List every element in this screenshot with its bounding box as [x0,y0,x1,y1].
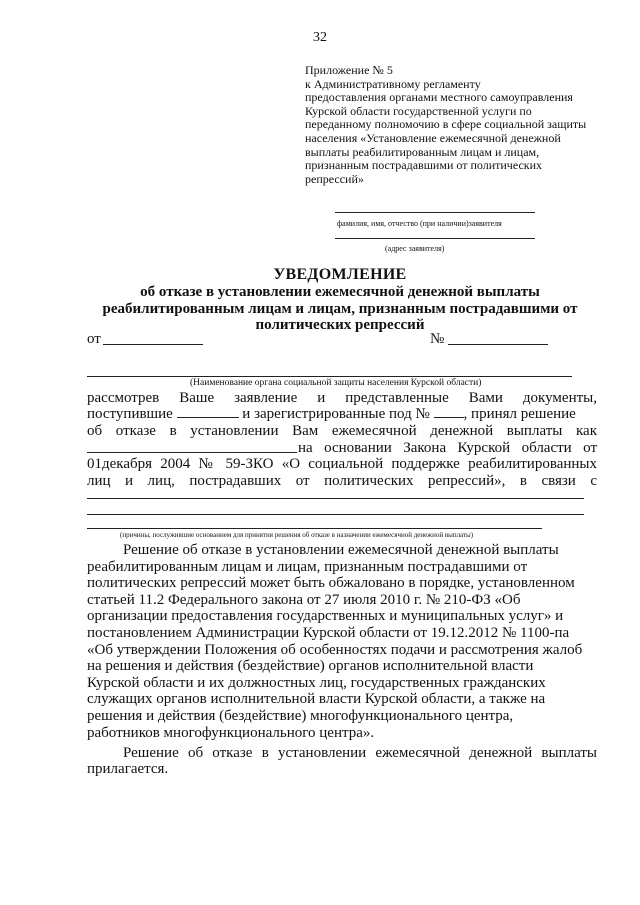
number-line [448,344,548,345]
registered-label: и зарегистрированные под № [242,406,430,422]
paragraph-line: Решение об отказе в установлении ежемесячной денежной выплаты [123,542,559,558]
paragraph-line: статьей 11.2 Федерального закона от 27 июля 2010 г. № 210-ФЗ «Об [87,591,521,608]
appendix-line: населения «Установление ежемесячной денежной [305,130,561,145]
paragraph-line: решения и действия (бездействие) многофункционального центра, [87,707,514,724]
paragraph-line: на решения и действия (бездействие) органов исполнительной власти [87,658,534,675]
paragraph-line: Курской области и их должностных лиц, государственных гражданских [87,674,546,691]
reasons-line [87,528,542,529]
document-title [60,266,620,334]
appendix-line: к Административному регламенту [305,76,481,91]
title-sub-line: политических репрессий [255,317,425,333]
appendix-line: переданному полномочию в сфере социальной защиты [305,117,587,132]
appendix-line: предоставления органами местного самоуправления [305,90,573,105]
paragraph-line: реабилитированным лицам и лицам, признанным пострадавшими от [87,558,528,575]
paragraph-line: политических репрессий может быть обжаловано в порядке, установленном [87,575,575,592]
received-date-blank [177,407,239,418]
body-line [87,406,597,422]
appendix-line: Приложение № 5 [305,63,393,77]
appendix-line: репрессий» [305,171,364,186]
registered-number-blank [434,407,464,418]
title-sub-line: реабилитированным лицам и лицам, признанным пострадавшими от [102,300,578,317]
paragraph-line: организации предоставления государственных и муниципальных услуг» и [87,608,564,625]
paragraph-line: «Об утверждении Положения об особенностях подачи и рассмотрения жалоб [87,641,583,658]
appendix-line: выплаты реабилитированным лицам и лицам, [305,144,540,159]
body-line: 01декабря 2004 № 59-ЗКО «О социальной поддержке реабилитированных [87,456,597,472]
authority-line [87,376,572,377]
attachment-paragraph-line: прилагается. [87,761,169,777]
paragraph-line: работников многофункционального центра». [87,724,375,741]
appeal-paragraph [87,542,597,741]
applicant-address-caption: (адрес заявителя) [385,244,445,253]
body-line: на основании Закона Курской области от [298,440,597,456]
attachment-paragraph-line: Решение об отказе в установлении ежемесячной денежной выплаты [123,745,597,761]
reasons-line [87,498,584,499]
appendix-header [305,64,610,186]
body-line: рассмотрев Ваше заявление и представленные Вами документы, [87,390,597,406]
from-label: от [87,331,101,347]
body-line: об отказе в установлении Вам ежемесячной денежной выплаты как [87,423,597,439]
applicant-address-line [335,238,535,239]
decision-label: , принял решение [463,406,576,422]
number-label: № [430,331,445,347]
page-number: 32 [313,30,327,45]
appendix-line: Курской области государственной услуги по [305,103,532,118]
category-blank-line [87,452,297,453]
received-label: поступившие [87,406,173,422]
reasons-line [87,514,584,515]
paragraph-line: постановлением Администрации Курской области от 19.12.2012 № 1100-па [87,624,570,641]
title-main: УВЕДОМЛЕНИЕ [273,266,407,283]
applicant-name-caption: фамилия, имя, отчество (при наличии)заявителя [337,219,502,228]
reasons-caption: (причины, послужившие основанием для принятия решения об отказе в назначении ежемесячной денежной выплаты) [120,531,474,539]
paragraph-line: служащих органов исполнительной власти Курской области, а также на [87,691,546,708]
applicant-name-line [335,212,535,213]
appendix-line: признанным пострадавшими от политических [305,158,543,173]
body-line: лиц и лиц, пострадавших от политических репрессий», в связи с [87,473,597,489]
from-date-line [103,344,203,345]
title-sub-line: об отказе в установлении ежемесячной денежной выплаты [140,284,540,300]
authority-caption: (Наименование органа социальной защиты населения Курской области) [190,378,482,388]
